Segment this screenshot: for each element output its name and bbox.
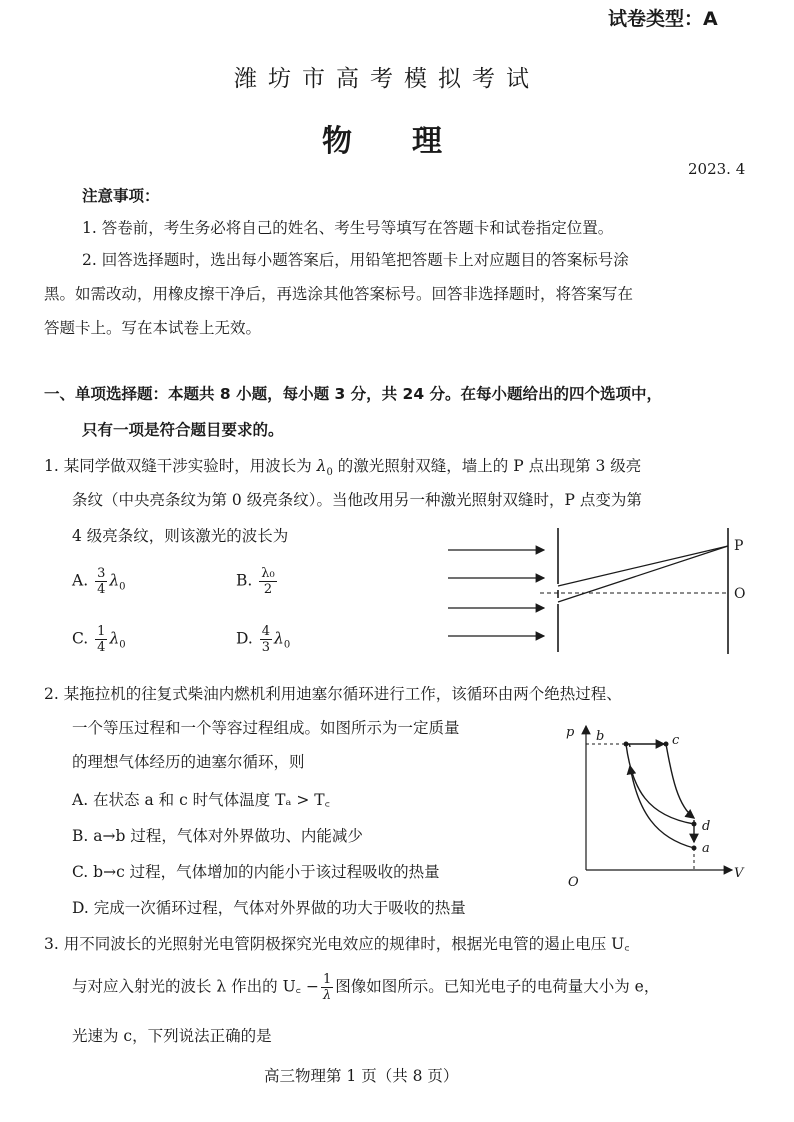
lambda-subscript: 0 — [326, 467, 333, 479]
q2-line-3: 的理想气体经历的迪塞尔循环，则 — [72, 753, 305, 771]
q1-option-c-denominator: 4 — [97, 640, 106, 655]
diesel-cycle-figure — [560, 720, 760, 890]
q2-option-b: B. a→b 过程，气体对外界做功、内能减少 — [72, 827, 363, 845]
state-a-label: a — [702, 841, 710, 856]
notice-item-2-line-1: 2. 回答选择题时，选出每小题答案后，用铅笔把答题卡上对应题目的答案标号涂 — [82, 251, 629, 269]
q1-option-a-fraction — [95, 566, 107, 597]
q1-option-d-numerator: 4 — [261, 624, 271, 639]
q1-option-d-lambda: λ — [274, 629, 284, 648]
q2-line-1: 2. 某拖拉机的往复式柴油内燃机利用迪塞尔循环进行工作，该循环由两个绝热过程、 — [44, 685, 622, 703]
exam-date: 2023. 4 — [688, 160, 746, 178]
q1-option-a-numerator: 3 — [97, 566, 106, 581]
v-axis-label: V — [734, 866, 744, 881]
p-axis-label: p — [566, 725, 575, 740]
state-b-label: b — [596, 729, 605, 744]
state-d-dot — [692, 822, 697, 827]
q1-option-a — [72, 566, 126, 598]
q3-line-1: 3. 用不同波长的光照射光电管阴极探究光电效应的规律时，根据光电管的遏止电压 U꜀ — [44, 935, 630, 953]
q2-line-2: 一个等压过程和一个等容过程组成。如图所示为一定质量 — [72, 719, 460, 737]
q1-option-c-lambda: λ — [109, 629, 120, 648]
q3-line-2b: 图像如图所示。已知光电子的电荷量大小为 e， — [335, 977, 660, 996]
q1-line-1b: 的激光照射双缝，墙上的 P 点出现第 3 级亮 — [337, 457, 642, 475]
q1-line-2: 条纹（中央亮条纹为第 0 级亮条纹）。当他改用另一种激光照射双缝时，P 点变为第 — [72, 491, 642, 509]
section-heading-line-1: 一、单项选择题：本题共 8 小题，每小题 3 分，共 24 分。在每小题给出的四个选项中， — [44, 385, 663, 403]
q1-option-d-denominator: 3 — [261, 640, 271, 655]
exam-title: 潍坊市高考模拟考试 — [234, 66, 540, 92]
lambda-symbol: λ — [316, 457, 327, 475]
q3-fraction-numerator: 1 — [322, 972, 332, 987]
process-a-to-b — [626, 744, 694, 824]
q1-option-a-lambda: λ — [109, 571, 120, 590]
path-from-slit-2 — [558, 546, 728, 602]
page-footer: 高三物理第 1 页（共 8 页） — [264, 1067, 459, 1085]
q1-option-c-sub: 0 — [119, 639, 126, 651]
paper-type: 试卷类型：A — [608, 8, 718, 30]
q1-option-d — [236, 624, 290, 656]
point-o-label: O — [734, 586, 746, 602]
notice-heading: 注意事项： — [82, 187, 160, 205]
q1-option-a-denominator: 4 — [97, 582, 106, 597]
q3-line-2a: 与对应入射光的波长 λ 作出的 U꜀ − — [72, 977, 319, 996]
q3-line-3: 光速为 c，下列说法正确的是 — [72, 1027, 272, 1045]
q1-option-a-sub: 0 — [119, 581, 126, 593]
state-b-dot — [624, 742, 629, 747]
state-d-label: d — [702, 819, 711, 834]
q1-option-b-fraction — [259, 566, 276, 597]
q2-option-a: A. 在状态 a 和 c 时气体温度 Tₐ > T꜀ — [72, 791, 330, 809]
q1-line-3: 4 级亮条纹，则该激光的波长为 — [72, 527, 289, 545]
section-heading-line-2: 只有一项是符合题目要求的。 — [82, 421, 284, 439]
notice-item-1: 1. 答卷前，考生务必将自己的姓名、考生号等填写在答题卡和试卷指定位置。 — [82, 219, 614, 237]
adiabatic-expansion-c-to-d — [666, 744, 694, 818]
q3-line-2 — [72, 972, 659, 1003]
path-from-slit-1 — [558, 546, 728, 586]
q1-option-c — [72, 624, 126, 656]
origin-label: O — [568, 875, 579, 890]
q1-option-a-label: A. — [72, 571, 89, 590]
a-to-b-arrow-anchor — [629, 744, 630, 747]
q3-inverse-lambda-fraction — [321, 972, 333, 1003]
q1-option-d-fraction — [260, 624, 272, 655]
q1-option-b-denominator: 2 — [263, 582, 273, 597]
state-c-label: c — [672, 733, 680, 748]
q1-option-d-sub: 0 — [283, 639, 291, 651]
double-slit-figure — [440, 520, 770, 660]
notice-item-2-line-2: 黑。如需改动，用橡皮擦干净后，再选涂其他答案标号。回答非选择题时，将答案写在 — [44, 285, 634, 303]
q1-option-c-fraction — [95, 624, 107, 655]
q2-option-d: D. 完成一次循环过程，气体对外界做的功大于吸收的热量 — [72, 899, 466, 917]
notice-item-2-line-3: 答题卡上。写在本试卷上无效。 — [44, 319, 262, 337]
q1-option-b — [236, 566, 279, 597]
point-p-label: P — [734, 538, 744, 554]
q1-line-1 — [44, 456, 641, 483]
q1-option-d-label: D. — [236, 629, 253, 648]
q1-option-b-label: B. — [236, 571, 253, 590]
q2-option-c: C. b→c 过程，气体增加的内能小于该过程吸收的热量 — [72, 863, 440, 881]
q1-option-c-label: C. — [72, 629, 89, 648]
subject-title: 物 理 — [322, 124, 442, 159]
q1-line-1a: 1. 某同学做双缝干涉实验时，用波长为 — [44, 457, 312, 475]
q1-option-c-numerator: 1 — [97, 624, 106, 639]
state-c-dot — [664, 742, 669, 747]
q1-option-b-numerator: λ₀ — [261, 566, 275, 581]
q3-fraction-denominator: λ — [322, 988, 332, 1003]
